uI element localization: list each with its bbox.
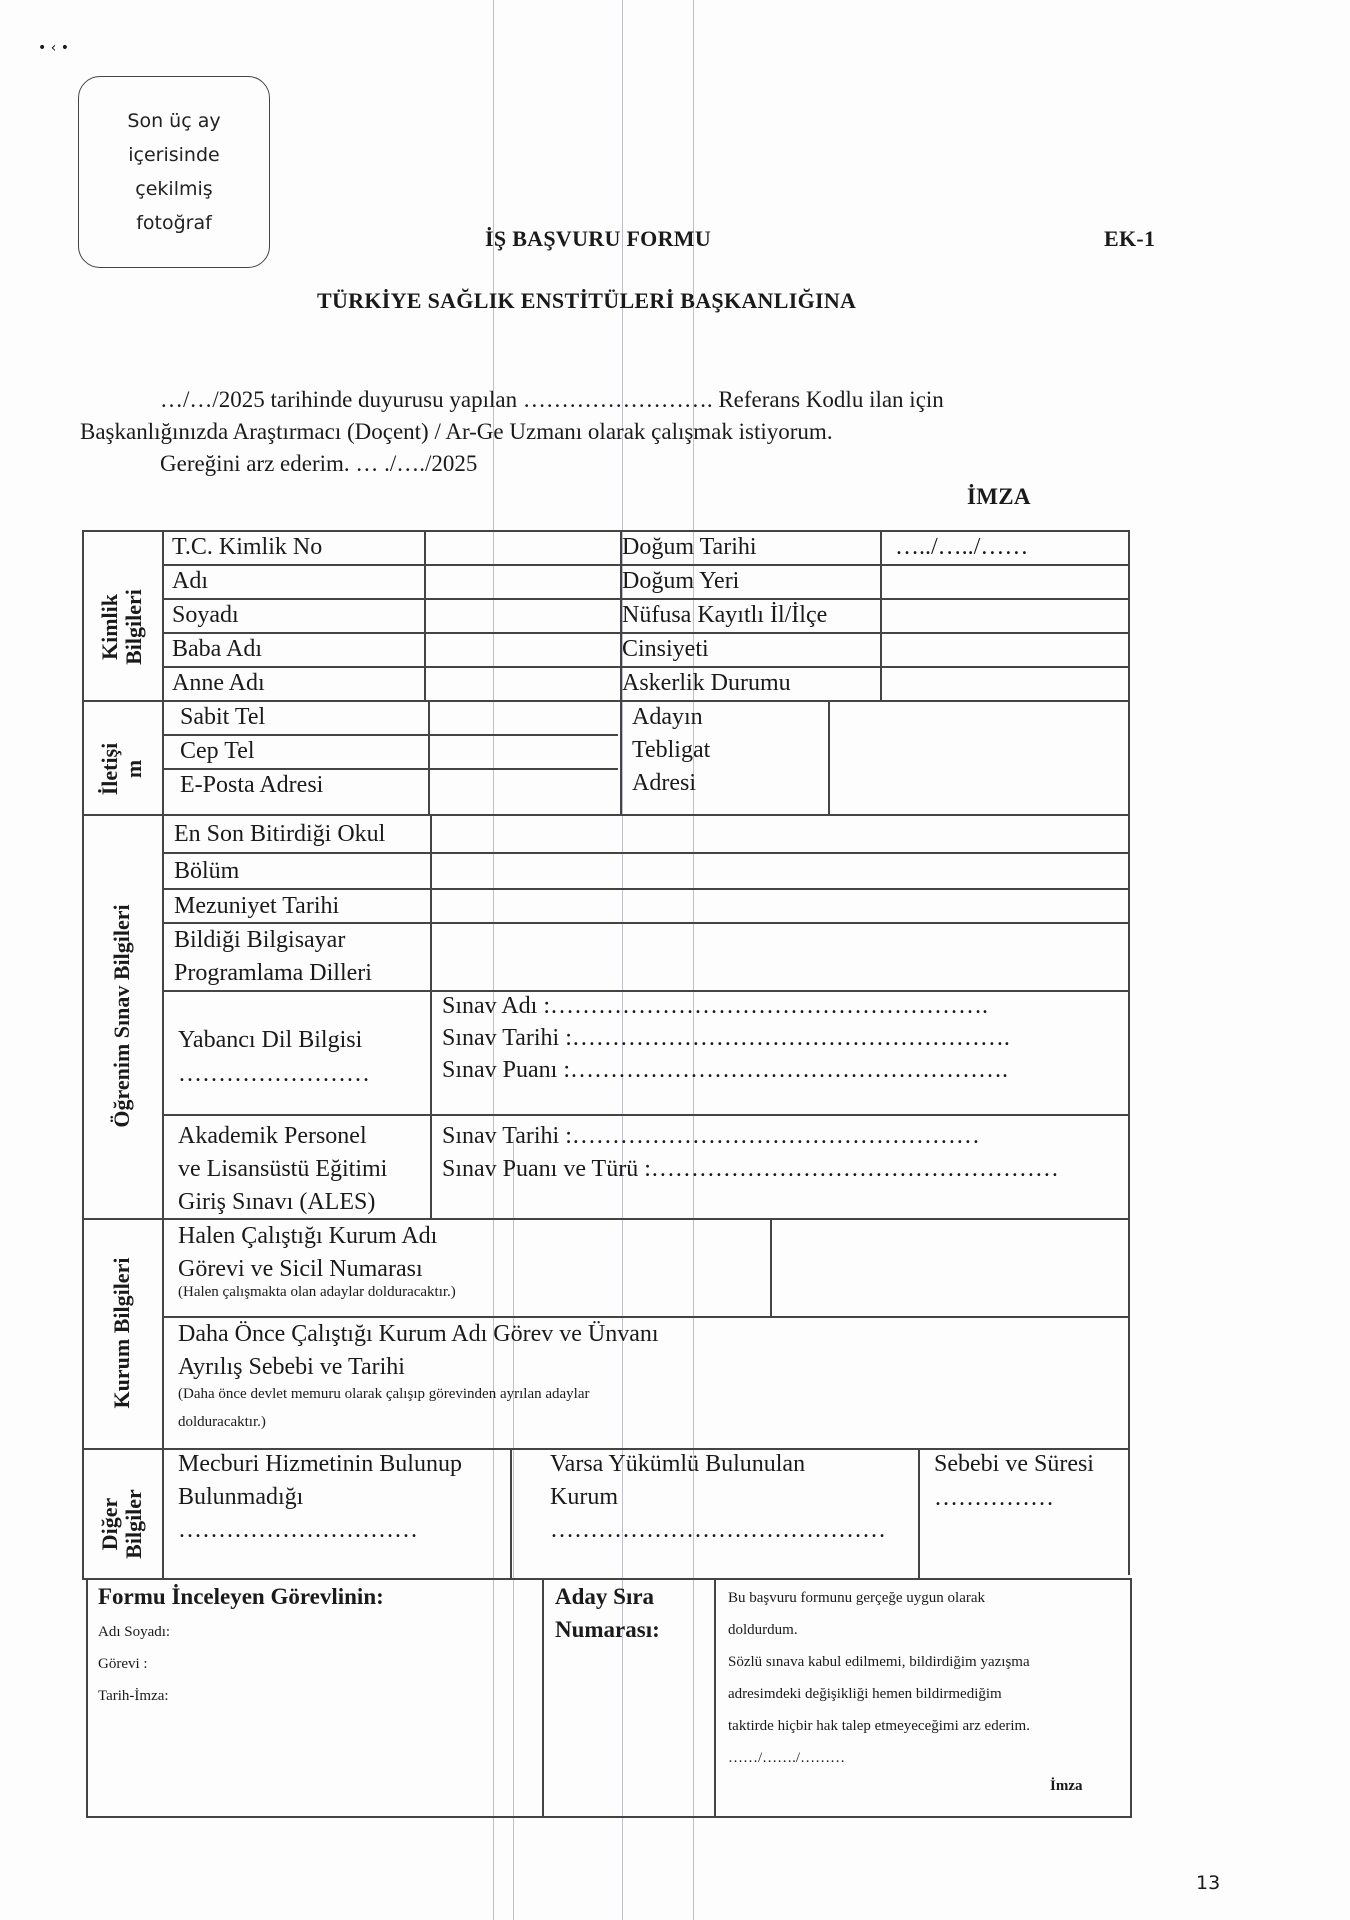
label-reason: Sebebi ve Süresi <box>934 1451 1094 1477</box>
section-label: Kurum Bilgileri <box>109 1257 134 1409</box>
label-name: Adı <box>172 568 208 594</box>
table-rule <box>424 530 426 700</box>
section-identity <box>98 557 146 697</box>
label-previous-institution <box>178 1318 659 1384</box>
label-registry: Nüfusa Kayıtlı İl/İlçe <box>622 602 828 628</box>
section-label: m <box>121 759 146 779</box>
note-line: dolduracaktır.) <box>178 1414 266 1430</box>
table-rule <box>620 700 622 814</box>
order-line: Numarası: <box>555 1617 660 1642</box>
section-label: Bilgiler <box>121 1489 146 1559</box>
scan-marks: • ‹ • <box>38 40 70 56</box>
form-title: İŞ BAŞVURU FORMU <box>485 226 712 251</box>
intro-line-2: Başkanlığınızda Araştırmacı (Doçent) / Ar-Ge Uzmanı olarak çalışmak istiyorum. <box>80 419 833 444</box>
section-label: Diğer <box>97 1497 122 1551</box>
table-rule <box>86 1578 88 1816</box>
label-landline: Sabit Tel <box>180 704 266 730</box>
label-ales <box>178 1120 387 1219</box>
declaration-line: doldurdum. <box>728 1622 798 1638</box>
section-education <box>110 816 134 1216</box>
label-mother-name: Anne Adı <box>172 670 265 696</box>
section-label: Bilgileri <box>121 589 146 665</box>
previous-line: Ayrılış Sebebi ve Tarihi <box>178 1354 405 1380</box>
current-line: Görevi ve Sicil Numarası <box>178 1256 423 1282</box>
table-rule <box>162 852 1128 854</box>
section-contact <box>98 709 146 829</box>
programming-line: Bildiği Bilgisayar <box>174 927 346 953</box>
page-number: 13 <box>1196 1872 1221 1894</box>
addressee: TÜRKİYE SAĞLIK ENSTİTÜLERİ BAŞKANLIĞINA <box>317 288 857 313</box>
declaration-date-field[interactable]: ……/……./……… <box>728 1750 846 1766</box>
declaration-line: Sözlü sınava kabul edilmemi, bildirdiğim yazışma <box>728 1654 1030 1670</box>
ales-date-field[interactable]: Sınav Tarihi :…………………………………………… <box>442 1123 980 1149</box>
address-line: Tebligat <box>632 737 711 763</box>
label-school: En Son Bitirdiği Okul <box>174 821 386 847</box>
previous-note <box>178 1380 590 1436</box>
photo-line: çekilmiş <box>135 178 213 200</box>
table-rule <box>542 1578 544 1816</box>
current-line: Halen Çalıştığı Kurum Adı <box>178 1223 438 1249</box>
institution-line: Varsa Yükümlü Bulunulan <box>550 1451 806 1477</box>
label-email: E-Posta Adresi <box>180 772 324 798</box>
label-surname: Soyadı <box>172 602 239 628</box>
table-rule <box>82 814 1128 816</box>
service-line: Mecburi Hizmetinin Bulunup <box>178 1451 462 1477</box>
address-line: Adayın <box>632 704 703 730</box>
intro-line-3: Gereğini arz ederim. … ./…./2025 <box>160 451 478 476</box>
label-tc-no: T.C. Kimlik No <box>172 534 323 560</box>
order-line: Aday Sıra <box>555 1584 655 1609</box>
obligated-institution-field[interactable]: …………………………………… <box>550 1517 886 1543</box>
reason-field[interactable]: …………… <box>934 1485 1054 1511</box>
annex-label: EK-1 <box>1104 226 1156 251</box>
section-label: İletişi <box>97 742 122 796</box>
exam-name-field[interactable]: Sınav Adı :………………………………………………. <box>442 993 989 1019</box>
service-line: Bulunmadığı <box>178 1484 304 1510</box>
order-number-label <box>555 1580 660 1646</box>
table-rule <box>430 814 432 1218</box>
ales-score-field[interactable]: Sınav Puanı ve Türü :…………………………………………… <box>442 1156 1059 1182</box>
label-military: Askerlik Durumu <box>622 670 791 696</box>
label-birth-place: Doğum Yeri <box>622 568 740 594</box>
note-line: (Daha önce devlet memuru olarak çalışıp görevinden ayrılan adaylar <box>178 1386 590 1402</box>
photo-box[interactable] <box>78 76 270 268</box>
declaration-signature[interactable]: İmza <box>1050 1778 1083 1794</box>
institution-line: Kurum <box>550 1484 618 1510</box>
photo-line: içerisinde <box>128 144 220 166</box>
scan-line <box>513 1140 514 1920</box>
table-rule <box>828 700 830 814</box>
label-compulsory-service <box>178 1448 462 1514</box>
current-note: (Halen çalışmakta olan adaylar dolduracaktır.) <box>178 1284 456 1300</box>
table-rule <box>428 700 430 814</box>
label-graduation: Mezuniyet Tarihi <box>174 893 340 919</box>
label-gender: Cinsiyeti <box>622 636 709 662</box>
ales-line: Giriş Sınavı (ALES) <box>178 1189 376 1215</box>
photo-line: fotoğraf <box>136 212 212 234</box>
ales-line: Akademik Personel <box>178 1123 367 1149</box>
label-department: Bölüm <box>174 858 240 884</box>
label-father-name: Baba Adı <box>172 636 262 662</box>
declaration-line: Bu başvuru formunu gerçeğe uygun olarak <box>728 1590 986 1606</box>
table-rule <box>86 1816 1132 1818</box>
label-obligated-institution <box>550 1448 805 1514</box>
table-rule <box>714 1578 716 1816</box>
table-rule <box>880 530 882 700</box>
service-field[interactable]: ………………………… <box>178 1517 418 1543</box>
table-border <box>82 530 84 1580</box>
reviewer-name-field[interactable]: Adı Soyadı: <box>98 1624 171 1640</box>
label-current-institution <box>178 1220 437 1286</box>
section-label: Öğrenim Sınav Bilgileri <box>109 904 134 1128</box>
label-programming <box>174 924 372 990</box>
ales-line: ve Lisansüstü Eğitimi <box>178 1156 388 1182</box>
label-language: Yabancı Dil Bilgisi <box>178 1027 363 1053</box>
language-field[interactable]: …………………… <box>178 1061 370 1087</box>
programming-line: Programlama Dilleri <box>174 960 372 986</box>
photo-line: Son üç ay <box>127 110 221 132</box>
table-rule <box>1130 1578 1132 1816</box>
section-other <box>98 1469 146 1579</box>
exam-score-field[interactable]: Sınav Puanı :………………………………………………. <box>442 1057 1009 1083</box>
reviewer-position-field[interactable]: Görevi : <box>98 1656 148 1672</box>
label-address <box>632 701 710 800</box>
table-rule <box>770 1218 772 1316</box>
table-rule <box>162 1114 1128 1116</box>
label-birth-date: Doğum Tarihi <box>622 534 757 560</box>
table-rule <box>918 1448 920 1578</box>
section-institution <box>110 1193 134 1473</box>
birth-date-field[interactable]: …../…../…… <box>895 534 1029 560</box>
table-rule <box>510 1448 512 1578</box>
previous-line: Daha Önce Çalıştığı Kurum Adı Görev ve Ünvanı <box>178 1321 659 1347</box>
label-mobile: Cep Tel <box>180 738 255 764</box>
reviewer-title: Formu İnceleyen Görevlinin: <box>98 1584 384 1609</box>
section-label: Kimlik <box>97 594 122 661</box>
reviewer-date-field[interactable]: Tarih-İmza: <box>98 1688 169 1704</box>
declaration-line: taktirde hiçbir hak talep etmeyeceğimi arz ederim. <box>728 1718 1030 1734</box>
declaration-text <box>728 1582 1030 1774</box>
table-border <box>162 530 164 1580</box>
signature-label[interactable]: İMZA <box>967 484 1031 509</box>
table-border <box>1128 530 1130 1575</box>
address-line: Adresi <box>632 770 696 796</box>
exam-date-field[interactable]: Sınav Tarihi :………………………………………………. <box>442 1025 1010 1051</box>
intro-line-1: …/…/2025 tarihinde duyurusu yapılan ……………………. Referans Kodlu ilan için <box>160 387 944 412</box>
declaration-line: adresimdeki değişikliği hemen bildirmediğim <box>728 1686 1002 1702</box>
